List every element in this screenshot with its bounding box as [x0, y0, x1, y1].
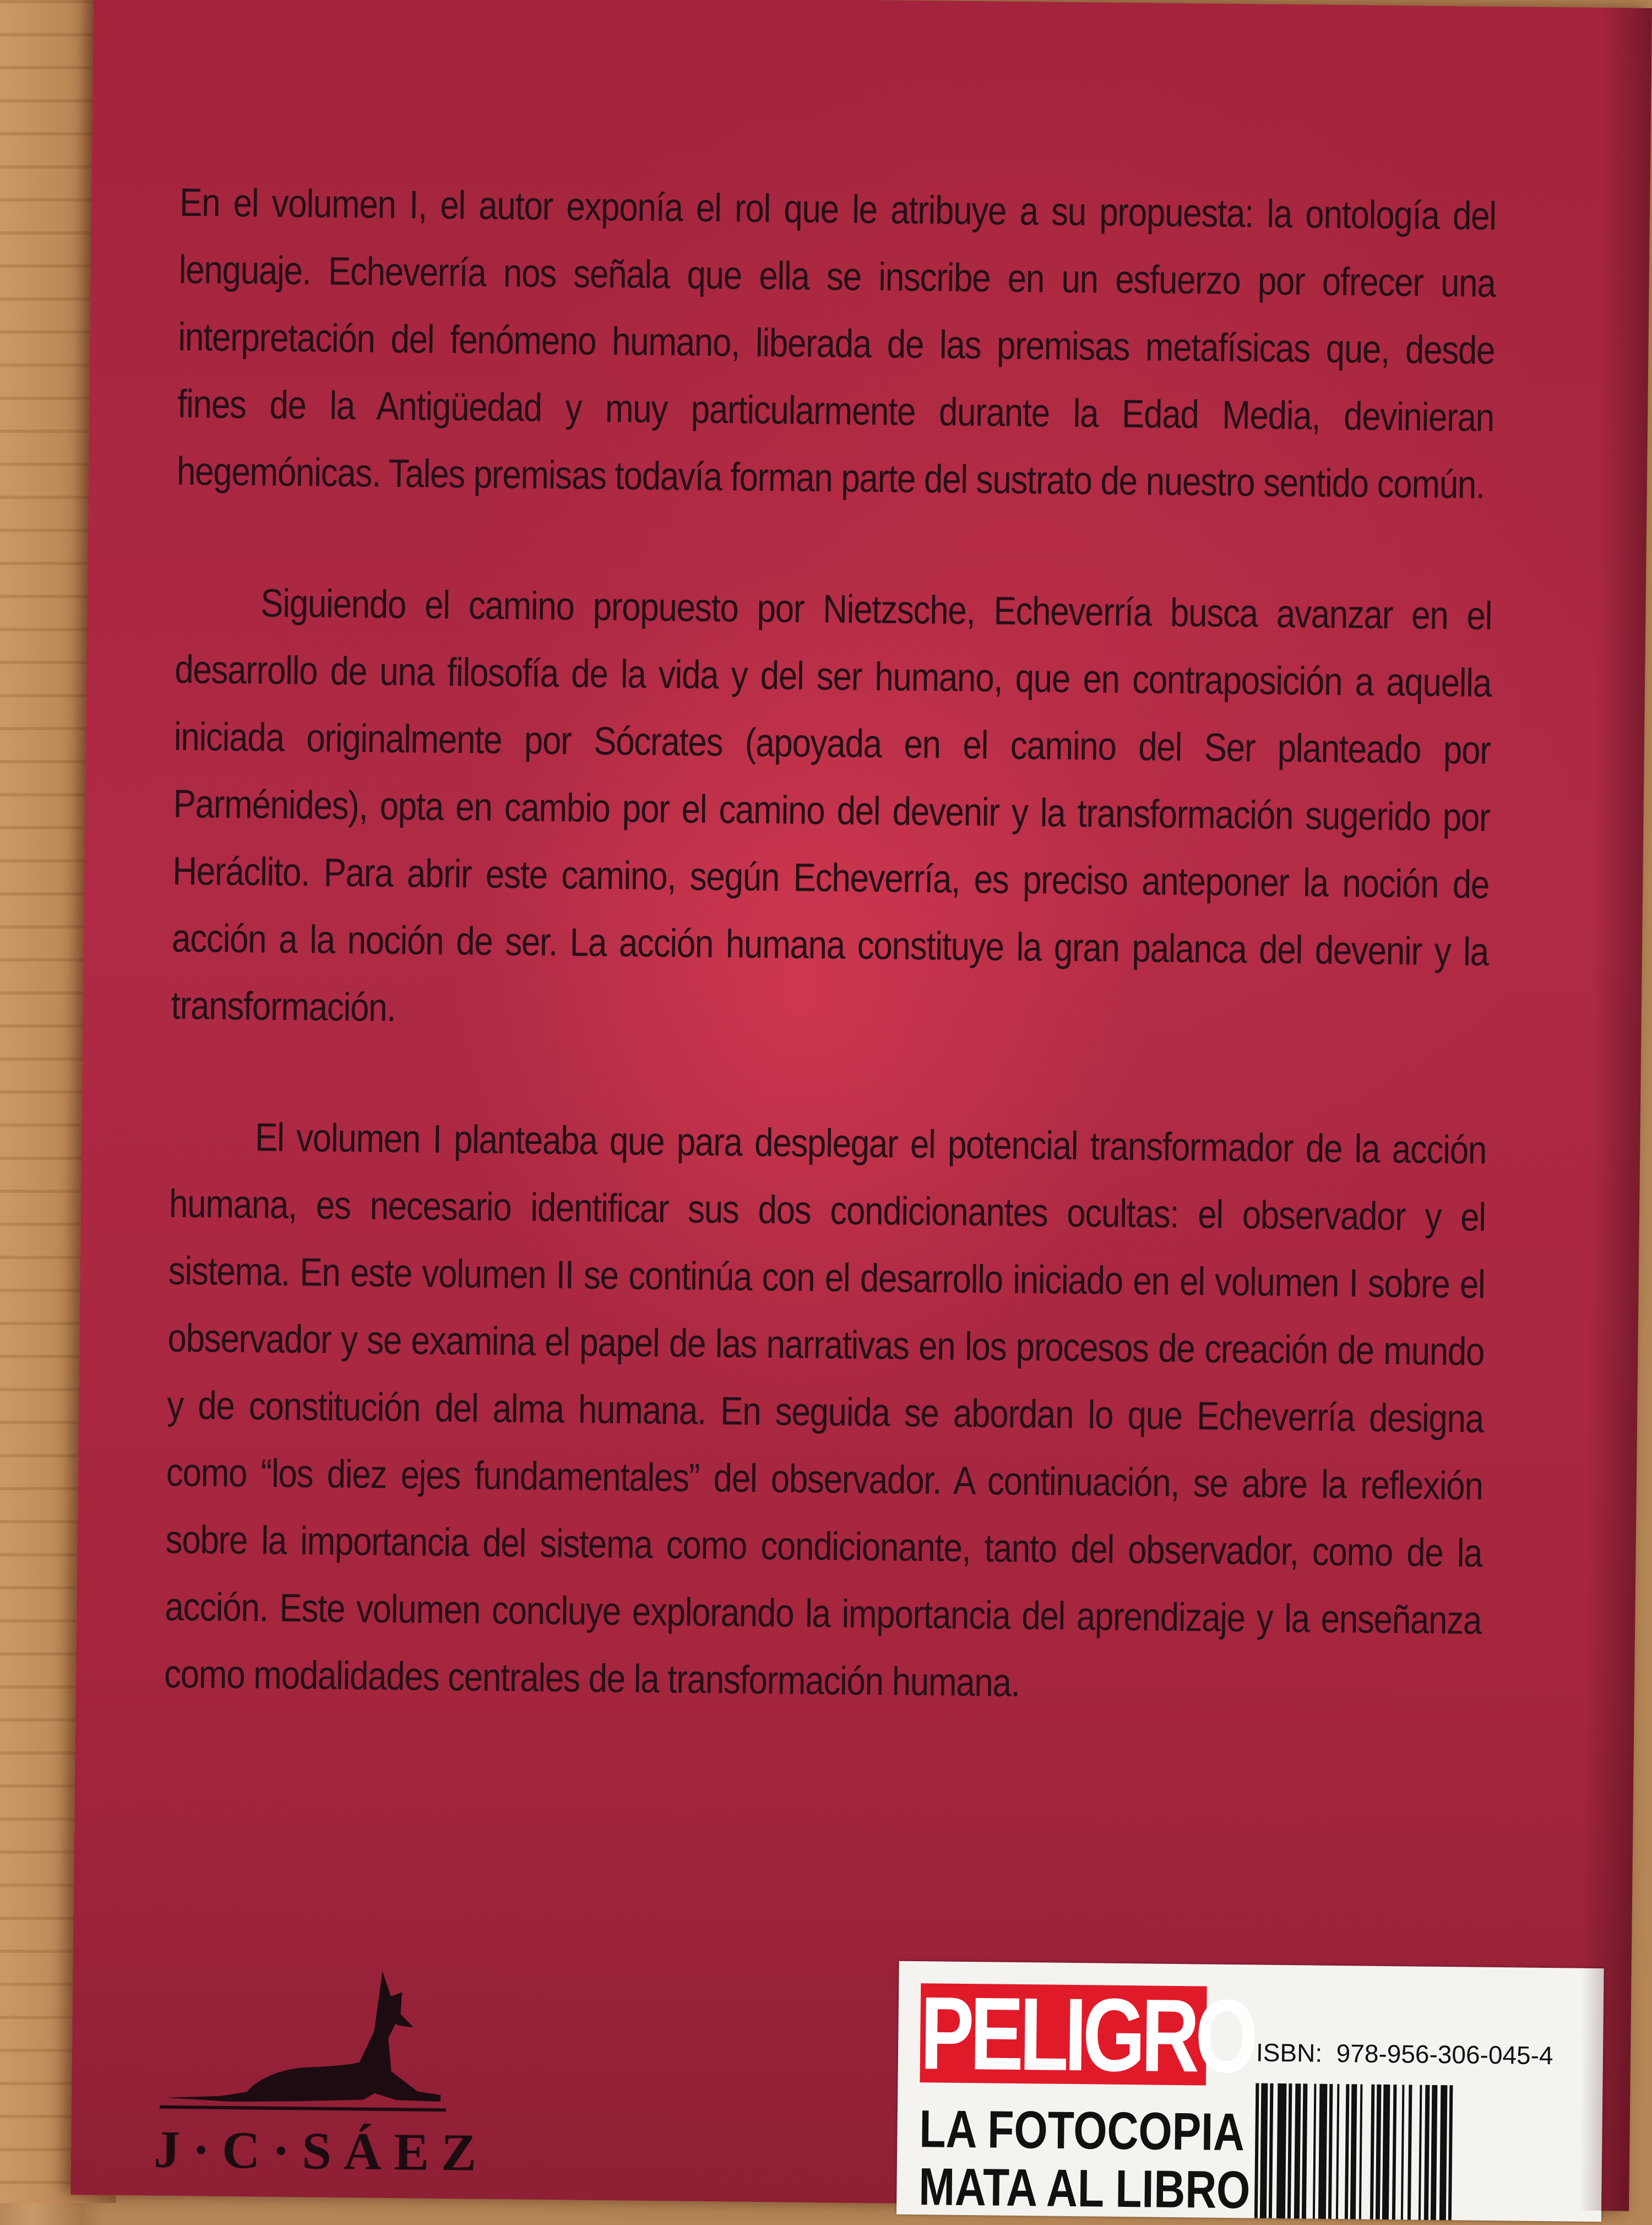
barcode-bar [1287, 2083, 1292, 2218]
isbn-number: 978-956-306-045-4 [1336, 2039, 1553, 2070]
barcode-bar [1318, 2084, 1328, 2219]
synopsis-paragraph-2: Siguiendo el camino propuesto por Nietzsche, Echeverría busca avanzar en el desarrollo de una filosofía de la vida y del ser humano, que en contraposición a aquella iniciada originalmente por Sócrates (apoyada en el camino del Ser planteado por Parménides), opta en cambio por el camino del devenir y la transformación sugerido por Heráclito. Para abrir este camino, según Echeverría, es preciso anteponer la noción de acción a la noción de ser. La acción humana constituye la gran palanca del devenir y la transformación. [171, 581, 1492, 1030]
barcode-bar [1269, 2083, 1274, 2218]
barcode-bar [1424, 2085, 1430, 2220]
barcode-bar [1336, 2084, 1340, 2219]
warning-line-2: MATA AL LIBRO [918, 2157, 1251, 2220]
barcode-bar [1439, 2085, 1448, 2220]
isbn-label [1256, 2037, 1553, 2070]
reclining-jackal-icon [154, 1953, 453, 2117]
barcode-bar [1359, 2084, 1363, 2219]
barcode-bar [1419, 2085, 1422, 2220]
book-back-cover [70, 0, 1652, 2220]
barcode-bar [1408, 2085, 1412, 2219]
barcode-bar [1376, 2085, 1382, 2219]
publisher-name: J·C·SÁEZ [153, 2119, 489, 2182]
barcode-bar [1350, 2084, 1357, 2219]
barcode-bar [1254, 2083, 1259, 2218]
barcode-bar [1276, 2083, 1287, 2218]
synopsis-paragraph-1: En el volumen I, el autor exponía el rol que le atribuye a su propuesta: la ontología del lenguaje. Echeverría nos señala que ella se inscribe en un esfuerzo por ofrecer una interpretación del fenómeno humano, liberada de las premisas metafísicas que, desde fines de la Antigüedad y muy particularmente durante la Edad Media, devinieran hegemónicas. Tales premisas todavía forman parte del sustrato de nuestro sentido común. [176, 180, 1497, 507]
barcode-bar [1302, 2083, 1308, 2218]
barcode-bar [1431, 2085, 1438, 2220]
isbn-sticker [896, 1961, 1604, 2222]
warning-line-1: LA FOTOCOPIA [919, 2099, 1245, 2162]
publisher-logo [153, 1953, 489, 2199]
isbn-prefix: ISBN: [1256, 2038, 1323, 2067]
barcode-bar [1260, 2083, 1268, 2218]
barcode-bar [1401, 2085, 1405, 2219]
barcode-bar [1392, 2085, 1397, 2219]
barcode-bar [1328, 2084, 1333, 2219]
synopsis-text [163, 169, 1496, 1786]
barcode [1254, 2083, 1581, 2221]
barcode-bar [1370, 2085, 1375, 2219]
barcode-bar [1313, 2084, 1317, 2219]
warning-title: PELIGRO [920, 1975, 1254, 2094]
barcode-bar [1382, 2085, 1390, 2219]
barcode-bar [1448, 2085, 1453, 2220]
barcode-bar [1294, 2083, 1301, 2218]
barcode-bar [1345, 2084, 1350, 2219]
synopsis-paragraph-3: El volumen I planteaba que para desplegar el potencial transformador de la acción humana, es necesario identificar sus dos condicionantes ocultas: el observador y el sistema. En este volumen II se continúa con el desarrollo iniciado en el volumen I sobre el observador y se examina el papel de las narrativas en los procesos de creación de mundo y de constitución del alma humana. En seguida se abordan lo que Echeverría designa como “los diez ejes fundamentales” del observador. A continuación, se abre la reflexión sobre la importancia del sistema como condicionante, tanto del observador, como de la acción. Este volumen concluye explorando la importancia del aprendizaje y la enseñanza como modalidades centrales de la transformación humana. [164, 1115, 1487, 1705]
